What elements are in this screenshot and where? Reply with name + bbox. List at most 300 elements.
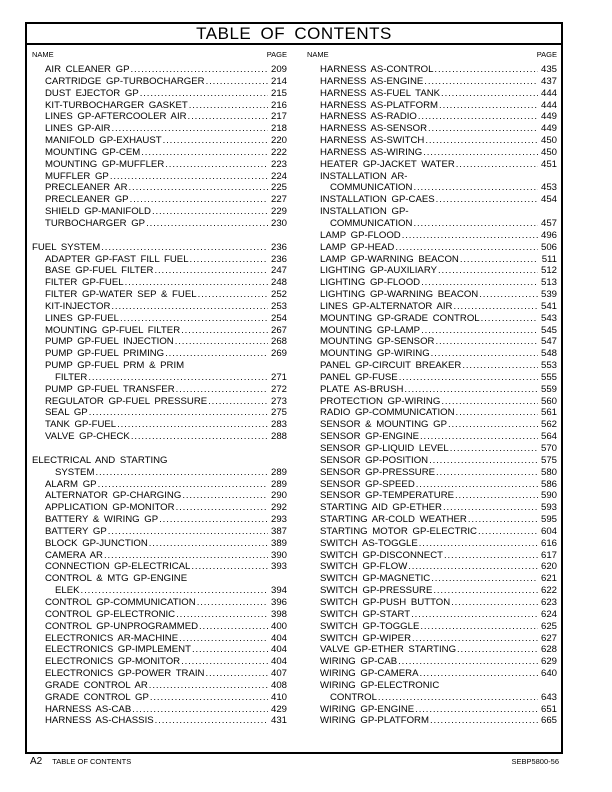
entry-name: SWITCH GP-WIPER xyxy=(320,632,412,644)
entry-name: MOUNTING GP-CEM xyxy=(45,146,141,158)
toc-entry[interactable] xyxy=(32,585,287,597)
entry-name: HARNESS AS-CHASSIS xyxy=(45,715,154,727)
dot-leader xyxy=(462,360,538,372)
toc-entry[interactable] xyxy=(32,633,287,645)
toc-entry[interactable] xyxy=(307,479,557,491)
entry-page: 230 xyxy=(270,217,287,229)
entry-name: FILTER xyxy=(55,371,88,383)
entry-page: 453 xyxy=(540,182,557,194)
toc-entry[interactable] xyxy=(307,147,557,159)
toc-entry[interactable] xyxy=(32,502,287,514)
entry-page: 562 xyxy=(540,419,557,431)
toc-entry[interactable] xyxy=(32,644,287,656)
name-header: NAME xyxy=(32,50,54,59)
toc-section-entry[interactable] xyxy=(32,455,287,467)
entry-name: SENSOR & MOUNTING GP xyxy=(320,419,447,431)
toc-entry[interactable] xyxy=(307,633,557,645)
toc-entry[interactable] xyxy=(307,348,557,360)
dot-leader xyxy=(451,597,538,609)
entry-page: 390 xyxy=(270,549,287,561)
entry-name: SYSTEM xyxy=(55,466,95,478)
dot-leader xyxy=(120,313,268,325)
toc-entry[interactable] xyxy=(32,123,287,135)
toc-entry[interactable] xyxy=(307,242,557,254)
entry-page: 209 xyxy=(270,64,287,75)
entry-page: 236 xyxy=(270,253,287,265)
entry-name: MOUNTING GP-SENSOR xyxy=(320,336,435,348)
toc-entry[interactable] xyxy=(307,64,557,76)
toc-entry[interactable] xyxy=(307,76,557,88)
entry-page: 236 xyxy=(270,241,287,253)
entry-page: 553 xyxy=(540,360,557,372)
toc-entry[interactable] xyxy=(32,289,287,301)
entry-name: LINES GP-AFTERCOOLER AIR xyxy=(45,111,187,123)
entry-page: 215 xyxy=(270,87,287,99)
entry-name: WIRING GP-CAMERA xyxy=(320,668,419,680)
entry-name: SWITCH GP-TOGGLE xyxy=(320,620,420,632)
toc-entry[interactable] xyxy=(307,360,557,372)
toc-entry[interactable] xyxy=(307,301,557,313)
dot-leader xyxy=(439,100,538,112)
entry-page: 564 xyxy=(540,431,557,443)
toc-entry[interactable] xyxy=(307,538,557,550)
toc-entry[interactable] xyxy=(32,419,287,431)
toc-entry[interactable] xyxy=(307,313,557,325)
entry-page: 593 xyxy=(540,502,557,514)
entry-page: 267 xyxy=(270,324,287,336)
entry-page: 559 xyxy=(540,383,557,395)
page-title: TABLE OF CONTENTS xyxy=(27,24,561,45)
entry-page: 511 xyxy=(541,253,557,265)
toc-entry[interactable] xyxy=(307,443,557,455)
toc-entry[interactable] xyxy=(32,206,287,218)
toc-entry[interactable] xyxy=(307,561,557,573)
entry-page: 288 xyxy=(270,431,287,443)
dot-leader xyxy=(188,111,268,123)
toc-entry[interactable] xyxy=(32,668,287,680)
entry-page: 223 xyxy=(270,158,287,170)
dot-leader xyxy=(165,348,268,360)
entry-name: MOUNTING GP-MUFFLER xyxy=(45,158,165,170)
entry-page: 454 xyxy=(540,194,557,206)
entry-name: SENSOR GP-POSITION xyxy=(320,454,429,466)
toc-entry[interactable] xyxy=(32,88,287,100)
entry-page: 539 xyxy=(540,289,557,301)
entry-page: 289 xyxy=(270,466,287,478)
toc-entry[interactable] xyxy=(32,360,287,372)
dot-leader xyxy=(88,372,268,384)
dot-leader xyxy=(399,372,538,384)
entry-page: 512 xyxy=(540,265,557,277)
toc-entry[interactable] xyxy=(307,467,557,479)
dot-leader xyxy=(179,633,268,645)
dot-leader xyxy=(478,526,538,538)
dot-leader xyxy=(435,336,538,348)
toc-entry[interactable] xyxy=(32,597,287,609)
entry-name: ELECTRICAL AND STARTING xyxy=(32,454,168,466)
toc-entry[interactable] xyxy=(307,573,557,585)
toc-entry[interactable] xyxy=(32,147,287,159)
entry-page: 394 xyxy=(270,585,287,597)
entry-name: MUFFLER GP xyxy=(45,170,109,182)
dot-leader xyxy=(150,692,268,704)
entry-name: FUEL SYSTEM xyxy=(32,241,101,253)
toc-entry[interactable] xyxy=(32,526,287,538)
toc-entry[interactable] xyxy=(307,194,557,206)
entry-page: 225 xyxy=(270,182,287,194)
toc-entry[interactable] xyxy=(307,254,557,266)
toc-entry[interactable] xyxy=(32,384,287,396)
entry-page: 580 xyxy=(540,466,557,478)
dot-leader xyxy=(111,123,268,135)
toc-entry[interactable] xyxy=(32,621,287,633)
toc-entry[interactable] xyxy=(32,704,287,716)
entry-name: BATTERY & WIRING GP xyxy=(45,514,159,526)
toc-entry[interactable] xyxy=(32,265,287,277)
entry-page: 627 xyxy=(540,632,557,644)
toc-entry[interactable] xyxy=(32,514,287,526)
entry-name: MOUNTING GP-FUEL FILTER xyxy=(45,324,181,336)
toc-entry[interactable] xyxy=(307,289,557,301)
entry-page: 404 xyxy=(270,632,287,644)
dot-leader xyxy=(456,407,538,419)
entry-name: LAMP GP-WARNING BEACON xyxy=(320,253,459,265)
toc-entry[interactable] xyxy=(307,407,557,419)
entry-name: LIGHTING GP-AUXILIARY xyxy=(320,265,437,277)
entry-page: 604 xyxy=(540,525,557,537)
page-footer xyxy=(30,756,559,770)
toc-entry[interactable] xyxy=(32,680,287,692)
entry-name: COMMUNICATION xyxy=(330,217,413,229)
column-header xyxy=(32,50,287,64)
entry-name: PLATE AS-BRUSH xyxy=(320,383,404,395)
entry-page: 541 xyxy=(540,300,557,312)
entry-name: LIGHTING GP-WARNING BEACON xyxy=(320,289,479,301)
toc-entry[interactable] xyxy=(307,597,557,609)
entry-name: LAMP GP-FLOOD xyxy=(320,229,401,241)
toc-entry[interactable] xyxy=(32,692,287,704)
dot-leader xyxy=(111,301,268,313)
toc-entry[interactable] xyxy=(307,455,557,467)
toc-entry[interactable] xyxy=(32,100,287,112)
entry-name: DUST EJECTOR GP xyxy=(45,87,139,99)
dot-leader xyxy=(453,301,538,313)
entry-name: MOUNTING GP-GRADE CONTROL xyxy=(320,312,480,324)
toc-entry[interactable] xyxy=(307,692,557,704)
toc-entry[interactable] xyxy=(32,254,287,266)
entry-page: 450 xyxy=(540,135,557,147)
toc-entry[interactable] xyxy=(307,111,557,123)
dot-leader xyxy=(398,656,538,668)
toc-entry[interactable] xyxy=(32,479,287,491)
toc-entry[interactable] xyxy=(307,715,557,727)
toc-entry[interactable] xyxy=(307,182,557,194)
toc-entry[interactable] xyxy=(32,171,287,183)
entry-name: HEATER GP-JACKET WATER xyxy=(320,158,455,170)
dot-leader xyxy=(460,254,538,266)
dot-leader xyxy=(175,336,268,348)
toc-entry[interactable] xyxy=(32,301,287,313)
entry-page: 268 xyxy=(270,336,287,348)
toc-entry[interactable] xyxy=(307,585,557,597)
toc-entry[interactable] xyxy=(32,573,287,585)
entry-page: 275 xyxy=(270,407,287,419)
dot-leader xyxy=(395,242,538,254)
dot-leader xyxy=(378,692,538,704)
entry-page: 665 xyxy=(540,715,557,727)
entry-name: SWITCH AS-TOGGLE xyxy=(320,537,418,549)
dot-leader xyxy=(181,656,268,668)
toc-entry[interactable] xyxy=(32,313,287,325)
entry-name: PUMP GP-FUEL PRIMING xyxy=(45,348,165,360)
toc-entry[interactable] xyxy=(307,325,557,337)
entry-name: SEAL GP xyxy=(45,407,88,419)
dot-leader xyxy=(402,230,538,242)
toc-entry[interactable] xyxy=(307,490,557,502)
toc-entry[interactable] xyxy=(307,502,557,514)
entry-name: REGULATOR GP-FUEL PRESSURE xyxy=(45,395,208,407)
entry-name: INSTALLATION GP- xyxy=(320,206,409,218)
entry-page: 393 xyxy=(270,561,287,573)
toc-entry[interactable] xyxy=(307,621,557,633)
dot-leader xyxy=(89,407,268,419)
entry-name: PANEL GP-FUSE xyxy=(320,371,398,383)
toc-entry[interactable] xyxy=(32,111,287,123)
toc-entry[interactable] xyxy=(307,668,557,680)
dot-leader xyxy=(131,64,268,76)
dot-leader xyxy=(206,76,268,88)
entry-page: 621 xyxy=(540,573,557,585)
entry-name: PUMP GP-FUEL TRANSFER xyxy=(45,383,175,395)
entry-page: 590 xyxy=(540,490,557,502)
dot-leader xyxy=(455,490,538,502)
entry-name: MOUNTING GP-WIRING xyxy=(320,348,430,360)
toc-entry[interactable] xyxy=(307,396,557,408)
toc-entry[interactable] xyxy=(32,715,287,727)
dot-leader xyxy=(104,550,268,562)
toc-entry[interactable] xyxy=(307,372,557,384)
entry-name: COMMUNICATION xyxy=(330,182,413,194)
toc-entry[interactable] xyxy=(307,88,557,100)
entry-page: 389 xyxy=(270,537,287,549)
toc-entry[interactable] xyxy=(307,123,557,135)
dot-leader xyxy=(441,88,538,100)
dot-leader xyxy=(416,479,538,491)
toc-entry[interactable] xyxy=(32,490,287,502)
dot-leader xyxy=(198,289,268,301)
toc-entry[interactable] xyxy=(32,159,287,171)
toc-entry[interactable] xyxy=(32,561,287,573)
entry-page: 407 xyxy=(270,668,287,680)
toc-entry[interactable] xyxy=(32,431,287,443)
toc-entry[interactable] xyxy=(32,372,287,384)
footer-section: TABLE OF CONTENTS xyxy=(52,757,132,766)
entry-name: MANIFOLD GP-EXHAUST xyxy=(45,135,162,147)
dot-leader xyxy=(404,384,538,396)
entry-name: TANK GP-FUEL xyxy=(45,419,117,431)
entry-page: 429 xyxy=(270,703,287,715)
entry-page: 620 xyxy=(540,561,557,573)
toc-entry[interactable] xyxy=(32,407,287,419)
toc-entry[interactable] xyxy=(32,348,287,360)
toc-entry[interactable] xyxy=(32,538,287,550)
entry-name: SWITCH GP-MAGNETIC xyxy=(320,573,431,585)
entry-name: VALVE GP-ETHER STARTING xyxy=(320,644,457,656)
toc-entry[interactable] xyxy=(307,514,557,526)
dot-leader xyxy=(176,502,268,514)
entry-name: RADIO GP-COMMUNICATION xyxy=(320,407,455,419)
toc-entry[interactable] xyxy=(307,704,557,716)
dot-leader xyxy=(425,135,538,147)
toc-entry[interactable] xyxy=(307,336,557,348)
entry-name: ELECTRONICS GP-MONITOR xyxy=(45,656,181,668)
entry-name: HARNESS AS-ENGINE xyxy=(320,75,424,87)
entry-name: LAMP GP-HEAD xyxy=(320,241,395,253)
entry-name: CARTRIDGE GP-TURBOCHARGER xyxy=(45,75,205,87)
entry-page: 272 xyxy=(270,383,287,395)
entry-page: 222 xyxy=(270,146,287,158)
dot-leader xyxy=(81,585,268,597)
entry-page: 252 xyxy=(270,289,287,301)
dot-leader xyxy=(411,609,538,621)
entry-page: 410 xyxy=(270,691,287,703)
dot-leader xyxy=(436,194,538,206)
toc-entry[interactable] xyxy=(307,419,557,431)
entry-name: ELEK xyxy=(55,585,80,597)
toc-entry[interactable] xyxy=(32,218,287,230)
entry-name: ELECTRONICS AR-MACHINE xyxy=(45,632,179,644)
entry-name: WIRING GP-ELECTRONIC xyxy=(320,679,440,691)
entry-page: 545 xyxy=(540,324,557,336)
dot-leader xyxy=(208,396,268,408)
dot-leader xyxy=(431,348,538,360)
toc-entry[interactable] xyxy=(307,100,557,112)
toc-entry[interactable] xyxy=(32,135,287,147)
dot-leader xyxy=(457,644,538,656)
toc-entry[interactable] xyxy=(307,265,557,277)
entry-page: 387 xyxy=(270,525,287,537)
entry-page: 595 xyxy=(540,514,557,526)
dot-leader xyxy=(192,644,268,656)
entry-page: 449 xyxy=(540,123,557,135)
toc-entry[interactable] xyxy=(307,609,557,621)
dot-leader xyxy=(421,277,538,289)
dot-leader xyxy=(433,585,538,597)
toc-list-right xyxy=(307,64,557,727)
entry-page: 437 xyxy=(540,75,557,87)
toc-entry[interactable] xyxy=(32,396,287,408)
entry-name: BATTERY GP xyxy=(45,525,107,537)
entry-page: 617 xyxy=(540,549,557,561)
toc-entry[interactable] xyxy=(307,644,557,656)
dot-leader xyxy=(424,76,538,88)
entry-page: 560 xyxy=(540,395,557,407)
entry-name: SWITCH GP-FLOW xyxy=(320,561,408,573)
dot-leader xyxy=(155,715,268,727)
entry-name: LINES GP-ALTERNATOR AIR xyxy=(320,300,453,312)
toc-entry[interactable] xyxy=(32,325,287,337)
entry-name: PRECLEANER AR xyxy=(45,182,128,194)
entry-name: ELECTRONICS GP-IMPLEMENT xyxy=(45,644,191,656)
toc-entry[interactable] xyxy=(307,526,557,538)
toc-entry[interactable] xyxy=(32,182,287,194)
toc-entry[interactable] xyxy=(32,609,287,621)
toc-entry[interactable] xyxy=(307,384,557,396)
dot-leader xyxy=(479,289,538,301)
dot-leader xyxy=(176,609,268,621)
toc-entry[interactable] xyxy=(307,218,557,230)
toc-entry[interactable] xyxy=(307,277,557,289)
entry-name: WIRING GP-CAB xyxy=(320,656,398,668)
entry-page: 431 xyxy=(270,715,287,727)
entry-page: 625 xyxy=(540,620,557,632)
page-header: PAGE xyxy=(536,50,557,59)
toc-entry[interactable] xyxy=(307,431,557,443)
entry-page: 547 xyxy=(540,336,557,348)
dot-leader xyxy=(413,218,538,230)
toc-entry[interactable] xyxy=(307,171,557,183)
dot-leader xyxy=(436,467,538,479)
entry-name: SENSOR GP-PRESSURE xyxy=(320,466,436,478)
entry-page: 575 xyxy=(540,454,557,466)
toc-entry[interactable] xyxy=(32,64,287,76)
toc-entry[interactable] xyxy=(307,680,557,692)
entry-page: 283 xyxy=(270,419,287,431)
entry-name: INSTALLATION AR- xyxy=(320,170,408,182)
toc-entry[interactable] xyxy=(32,467,287,479)
entry-name: STARTING AID GP-ETHER xyxy=(320,502,442,514)
entry-name: KIT-INJECTOR xyxy=(45,300,111,312)
toc-column-right xyxy=(307,50,557,727)
toc-entry[interactable] xyxy=(307,159,557,171)
toc-entry[interactable] xyxy=(307,206,557,218)
dot-leader xyxy=(421,325,538,337)
entry-name: HARNESS AS-SWITCH xyxy=(320,135,425,147)
entry-page: 404 xyxy=(270,656,287,668)
entry-page: 400 xyxy=(270,620,287,632)
dot-leader xyxy=(205,668,268,680)
entry-name: INSTALLATION GP-CAES xyxy=(320,194,435,206)
toc-entry[interactable] xyxy=(32,277,287,289)
toc-entry[interactable] xyxy=(32,656,287,668)
toc-entry[interactable] xyxy=(307,230,557,242)
dot-leader xyxy=(117,419,268,431)
toc-entry[interactable] xyxy=(307,550,557,562)
entry-page: 513 xyxy=(540,277,557,289)
toc-entry[interactable] xyxy=(32,76,287,88)
toc-entry[interactable] xyxy=(32,194,287,206)
entry-page: 444 xyxy=(540,99,557,111)
entry-page: 651 xyxy=(540,703,557,715)
entry-page: 396 xyxy=(270,596,287,608)
toc-entry[interactable] xyxy=(32,336,287,348)
entry-name: MOUNTING GP-LAMP xyxy=(320,324,421,336)
toc-entry[interactable] xyxy=(307,135,557,147)
entry-page: 214 xyxy=(270,75,287,87)
entry-page: 624 xyxy=(540,608,557,620)
entry-name: HARNESS AS-RADIO xyxy=(320,111,417,123)
entry-name: PROTECTION GP-WIRING xyxy=(320,395,441,407)
toc-entry[interactable] xyxy=(32,550,287,562)
dot-leader xyxy=(146,218,268,230)
toc-entry[interactable] xyxy=(307,656,557,668)
dot-leader xyxy=(101,242,268,254)
entry-name: WIRING GP-PLATFORM xyxy=(320,715,429,727)
toc-frame xyxy=(25,22,563,754)
dot-leader xyxy=(418,111,538,123)
entry-page: 292 xyxy=(270,502,287,514)
toc-section-entry[interactable] xyxy=(32,242,287,254)
